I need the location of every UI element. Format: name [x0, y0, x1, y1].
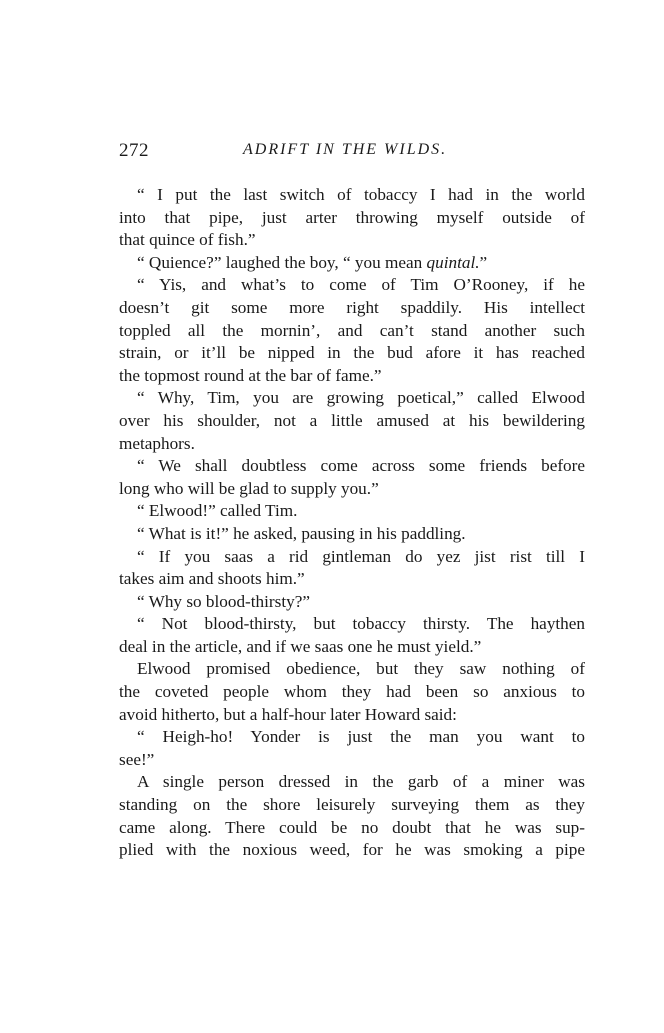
text-line: Elwood promised obedience, but they saw nothing of [137, 659, 585, 679]
text-line: doesn’t git some more right spaddily. His intellect [119, 297, 585, 317]
text-line: “ What is it!” he asked, pausing in his paddling. [137, 523, 466, 543]
text-line: “ Heigh-ho! Yonder is just the man you want to [137, 727, 585, 747]
text-line: standing on the shore leisurely surveying them as they [119, 795, 585, 815]
text-line: avoid hitherto, but a half-hour later Howard said: [119, 704, 457, 724]
text-line: “ I put the last switch of tobaccy I had in the world [137, 185, 585, 204]
text-line: into that pipe, just arter throwing myself outside of [119, 207, 585, 227]
text-line: “ Yis, and what’s to come of Tim O’Rooney, if he [137, 275, 585, 295]
text-line: strain, or it’ll be nipped in the bud afore it has reached [119, 343, 585, 363]
text-line: came along. There could be no doubt that he was sup- [119, 817, 585, 837]
text-line: that quince of fish.” [119, 230, 256, 250]
running-head [119, 140, 589, 164]
text-line: deal in the article, and if we saas one he must yield.” [119, 636, 482, 656]
text-line: the coveted people whom they had been so anxious to [119, 682, 585, 702]
text-line: the topmost round at the bar of fame.” [119, 365, 382, 385]
page-number: 272 [119, 140, 149, 161]
text-line: plied with the noxious weed, for he was smoking a pipe [119, 840, 585, 860]
text-line: “ Why so blood-thirsty?” [137, 591, 310, 611]
text-line: “ Why, Tim, you are growing poetical,” called Elwood [137, 388, 585, 408]
text-line: over his shoulder, not a little amused at his bewildering [119, 410, 585, 430]
text-line: toppled all the mornin’, and can’t stand another such [119, 320, 585, 340]
text-line: takes aim and shoots him.” [119, 569, 305, 589]
text-line: “ If you saas a rid gintleman do yez jist rist till I [137, 546, 585, 566]
italic-word: quintal. [426, 252, 480, 272]
text-line: “ Elwood!” called Tim. [137, 501, 298, 521]
text-line: long who will be glad to supply you.” [119, 478, 379, 498]
text-line: “ We shall doubtless come across some friends before [137, 456, 585, 476]
text-line: A single person dressed in the garb of a miner was [137, 772, 585, 792]
running-title: ADRIFT IN THE WILDS. [243, 141, 448, 158]
body-text [119, 184, 585, 862]
text-line: “ Quience?” laughed the boy, “ you mean quintal.” [137, 252, 488, 272]
text-line: see!” [119, 749, 155, 769]
text-line: metaphors. [119, 433, 195, 453]
text-line: “ Not blood-thirsty, but tobaccy thirsty. The haythen [137, 614, 585, 634]
